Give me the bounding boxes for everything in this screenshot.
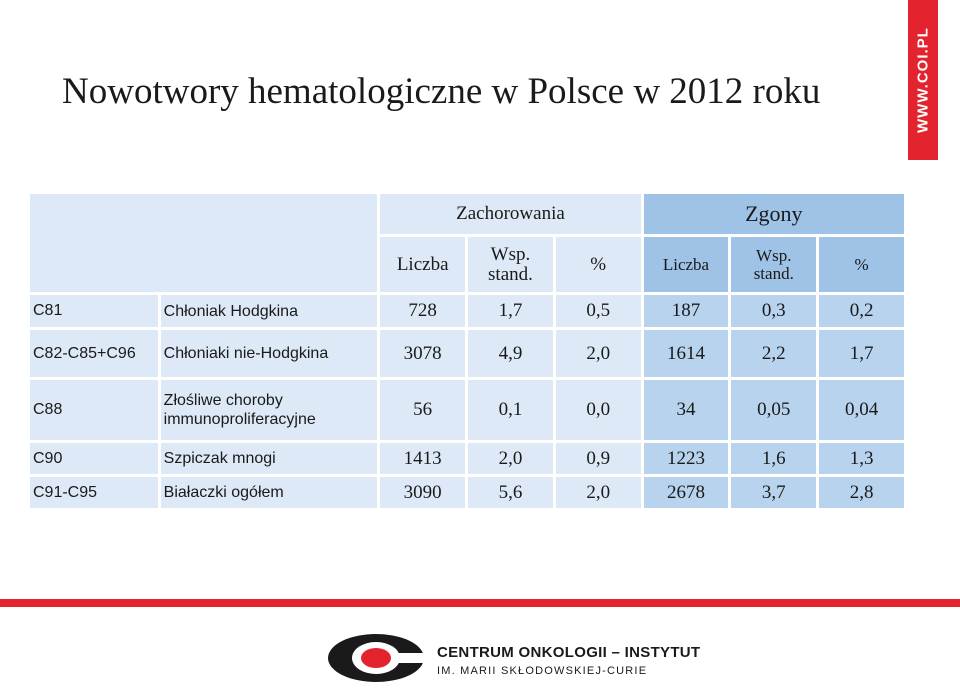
table-row bbox=[30, 295, 904, 327]
cell-g-liczba: 34 bbox=[644, 380, 729, 440]
table-row bbox=[30, 443, 904, 474]
header-zgony: Zgony bbox=[644, 194, 904, 234]
cell-z-wsp: 4,9 bbox=[468, 330, 553, 377]
website-badge[interactable]: WWW.COI.PL bbox=[908, 0, 938, 160]
cell-g-wsp: 2,2 bbox=[731, 330, 816, 377]
table-row bbox=[30, 380, 904, 440]
subheader-z-wsp: Wsp. stand. bbox=[468, 237, 553, 292]
footer-divider bbox=[0, 599, 960, 607]
cell-z-wsp: 0,1 bbox=[468, 380, 553, 440]
cell-g-liczba: 1614 bbox=[644, 330, 729, 377]
table-group-header-row bbox=[30, 194, 904, 234]
cell-z-procent: 0,5 bbox=[556, 295, 641, 327]
institute-name bbox=[437, 644, 700, 677]
row-name: Szpiczak mnogi bbox=[161, 443, 378, 474]
subheader-g-liczba: Liczba bbox=[644, 237, 729, 292]
cell-z-wsp: 5,6 bbox=[468, 477, 553, 508]
cell-z-procent: 0,0 bbox=[556, 380, 641, 440]
subheader-z-procent: % bbox=[556, 237, 641, 292]
cell-g-procent: 2,8 bbox=[819, 477, 904, 508]
cell-g-wsp: 0,3 bbox=[731, 295, 816, 327]
cell-g-liczba: 2678 bbox=[644, 477, 729, 508]
table-row bbox=[30, 477, 904, 508]
subheader-z-liczba: Liczba bbox=[380, 237, 465, 292]
row-name: Złośliwe choroby immunoproliferacyjne bbox=[161, 380, 378, 440]
header-empty-cell bbox=[30, 194, 377, 292]
cell-g-liczba: 1223 bbox=[644, 443, 729, 474]
cell-z-liczba: 728 bbox=[380, 295, 465, 327]
row-name: Białaczki ogółem bbox=[161, 477, 378, 508]
cell-z-procent: 2,0 bbox=[556, 477, 641, 508]
row-code: C91-C95 bbox=[30, 477, 158, 508]
cell-z-procent: 0,9 bbox=[556, 443, 641, 474]
cell-z-procent: 2,0 bbox=[556, 330, 641, 377]
row-name: Chłoniaki nie-Hodgkina bbox=[161, 330, 378, 377]
subheader-g-procent: % bbox=[819, 237, 904, 292]
cell-g-liczba: 187 bbox=[644, 295, 729, 327]
cancer-statistics-table bbox=[27, 191, 907, 511]
cell-g-procent: 0,2 bbox=[819, 295, 904, 327]
cell-z-wsp: 2,0 bbox=[468, 443, 553, 474]
cell-g-procent: 1,3 bbox=[819, 443, 904, 474]
header-zachorowania: Zachorowania bbox=[380, 194, 640, 234]
cell-z-liczba: 3090 bbox=[380, 477, 465, 508]
cell-z-liczba: 56 bbox=[380, 380, 465, 440]
page-title: Nowotwory hematologiczne w Polsce w 2012 roku bbox=[62, 71, 821, 112]
row-code: C82-C85+C96 bbox=[30, 330, 158, 377]
cell-z-liczba: 1413 bbox=[380, 443, 465, 474]
subheader-g-wsp: Wsp. stand. bbox=[731, 237, 816, 292]
table-row bbox=[30, 330, 904, 377]
row-code: C90 bbox=[30, 443, 158, 474]
cell-z-liczba: 3078 bbox=[380, 330, 465, 377]
cell-g-wsp: 1,6 bbox=[731, 443, 816, 474]
cell-g-wsp: 3,7 bbox=[731, 477, 816, 508]
institute-logo-icon bbox=[326, 632, 426, 684]
row-name: Chłoniak Hodgkina bbox=[161, 295, 378, 327]
row-code: C81 bbox=[30, 295, 158, 327]
cell-z-wsp: 1,7 bbox=[468, 295, 553, 327]
row-code: C88 bbox=[30, 380, 158, 440]
institute-name-line1: CENTRUM ONKOLOGII – INSTYTUT bbox=[437, 644, 701, 661]
cell-g-procent: 0,04 bbox=[819, 380, 904, 440]
cell-g-wsp: 0,05 bbox=[731, 380, 816, 440]
cell-g-procent: 1,7 bbox=[819, 330, 904, 377]
institute-name-line2: IM. MARII SKŁODOWSKIEJ-CURIE bbox=[437, 665, 648, 677]
